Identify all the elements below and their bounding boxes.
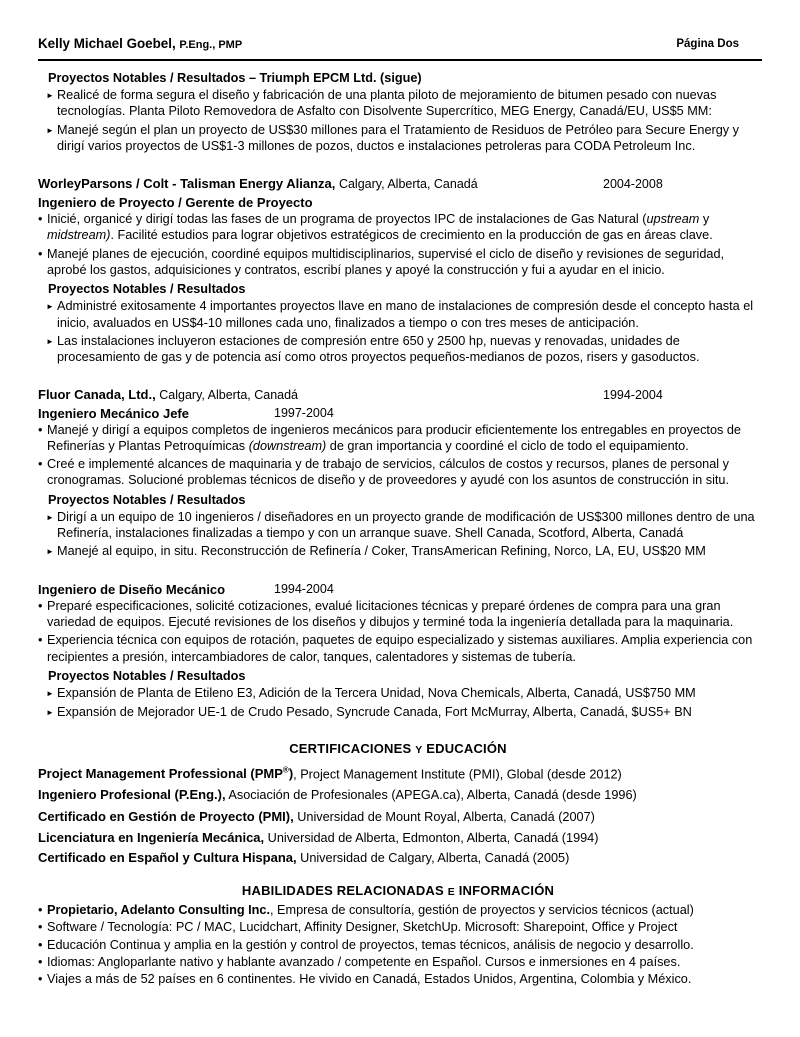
worley-role-line <box>38 176 758 194</box>
fluor-projects-heading-1: Proyectos Notables / Resultados <box>48 492 246 507</box>
list-item: • Idiomas: Angloparlante nativo y hablante avanzado / competente en Español. Cursos e inmersiones en 4 países. <box>38 954 758 971</box>
list-item: • Experiencia técnica con equipos de rotación, paquetes de equipo especializado y sistemas auxiliares. Amplia experiencia con recipientes a presión, intercambiadores de calor, tanques, calentadores y sistemas de tubería. <box>38 633 753 664</box>
fluor-job-title-1-dates: 1997-2004 <box>274 405 334 420</box>
degree-mechanical-engineering: Licenciatura en Ingeniería Mecánica, Universidad de Alberta, Edmonton, Alberta, Canadá (1994) <box>38 829 599 845</box>
list-item: • Creé e implementé alcances de maquinaria y de trabajo de servicios, cálculos de costos y recursos, planes de personal y cronogramas. Solucioné problemas técnicos de diseño y de proveedores y ayudé con los asuntos de construcción in situ. <box>38 457 729 488</box>
list-item: ► Expansión de Planta de Etileno E3, Adición de la Tercera Unidad, Nova Chemicals, Alberta, Canadá, US$750 MM <box>46 685 758 702</box>
fluor-role-line <box>38 387 758 405</box>
list-item: ► Las instalaciones incluyeron estaciones de compresión entre 650 y 2500 hp, nuevas y renovadas, unidades de procesamiento de gas y de potencia así como otros proyectos pequeños-medianos de pozos, risers y gasoductos. <box>46 333 700 365</box>
fluor-org: Fluor Canada, Ltd., <box>38 386 156 402</box>
credentials: P.Eng., PMP <box>179 39 243 51</box>
list-item: • Manejé planes de ejecución, coordiné equipos multidisciplinarios, supervisé el ciclo de diseño y revisiones de seguridad, aprobé los gastos, adquisiciones y contratos, escribí planes y apoyé la construcción y fui a ayudar en el inicio. <box>38 246 725 278</box>
triangle-bullet-icon: ► <box>46 91 54 100</box>
list-item: • Educación Continua y amplia en la gestión y control de proyectos, temas técnicos, análisis de negocio y desarrollo. <box>38 937 758 954</box>
list-item: ► Manejé según el plan un proyecto de US$30 millones para el Tratamiento de Residuos de Petróleo para Secure Energy y dirigí varios proyectos de US$1-3 millones de pozos, ductos e instalaciones petroleras para CODA Petroleum Inc. <box>46 122 740 153</box>
list-item: • Inicié, organicé y dirigí todas las fases de un programa de proyectos IPC de instalaciones de Gas Natural (upstream y midstream). Facilité estudios para lograr objetivos estratégicos de crecimiento en la producción de gas en áreas clave. <box>38 212 713 243</box>
list-item: • Preparé especificaciones, solicité cotizaciones, evalué licitaciones técnicas y preparé órdenes de compra para una gran variedad de equipos. Ejecuté revisiones de los diseños y dibujos y terminé toda la ingeniería detallada para la maquinaria. <box>38 598 734 629</box>
list-item: • Viajes a más de 52 países en 6 continentes. He vivido en Canadá, Estados Unidos, Argentina, Colombia y México. <box>38 971 758 988</box>
worley-org: WorleyParsons / Colt - Talisman Energy Alianza, <box>38 176 336 192</box>
fluor-projects-heading-2: Proyectos Notables / Resultados <box>48 668 246 683</box>
list-item: ► Realicé de forma segura el diseño y fabricación de una planta piloto de mejoramiento de bitumen pesado con nuevas tecnologías. Planta Piloto Removedora de Asfalto con Disolvente Supercrítico, MEG Energy, Canadá/EU, US$5 MM: <box>46 88 717 119</box>
list-item: ► Expansión de Mejorador UE-1 de Crudo Pesado, Syncrude Canada, Fort McMurray, Alberta, Canadá, $US5+ BN <box>46 704 758 721</box>
bullet-icon: • <box>38 212 43 227</box>
cert-project-management: Certificado en Gestión de Proyecto (PMI), Universidad de Mount Royal, Alberta, Canadá (2007) <box>38 809 595 825</box>
cert-pmp: Project Management Professional (PMP®), Project Management Institute (PMI), Global (desde 2012) <box>38 765 622 782</box>
list-item: • Propietario, Adelanto Consulting Inc., Empresa de consultoría, gestión de proyectos y servicios técnicos (actual) <box>38 902 758 919</box>
list-item: • Manejé y dirigí a equipos completos de ingenieros mecánicos para producir eficientemente los entregables en proyectos de Refinerías y Plantas Petroquímicas (downstream) de gran importancia y coordiné el ciclo de todo el equipamiento. <box>38 422 741 453</box>
page-label: Página Dos <box>676 38 739 50</box>
list-item: ► Dirigí a un equipo de 10 ingenieros / diseñadores en un proyecto grande de modificación de US$300 millones dentro de una Refinería, instalaciones finalizadas a tiempo y con un arranque suave. Shell Canada, Scotford, Alberta, Canadá <box>46 509 755 541</box>
fluor-location: Calgary, Alberta, Canadá <box>159 387 299 402</box>
triangle-bullet-icon: ► <box>46 302 54 312</box>
worley-dates: 2004-2008 <box>603 177 663 192</box>
list-item: ► Manejé al equipo, in situ. Reconstrucción de Refinería / Coker, TransAmerican Refining, Norco, LA, EU, US$20 MM <box>46 543 758 560</box>
fluor-job-title-2: Ingeniero de Diseño Mecánico 1994-2004 <box>38 581 334 597</box>
list-item: • Software / Tecnología: PC / MAC, Lucidchart, Affinity Designer, SketchUp. Microsoft: Sharepoint, Office y Project <box>38 919 758 936</box>
cert-spanish: Certificado en Español y Cultura Hispana, Universidad de Calgary, Alberta, Canadá (2005) <box>38 850 570 866</box>
triangle-bullet-icon: ► <box>46 512 54 522</box>
triangle-bullet-icon: ► <box>46 547 54 557</box>
bullet-icon: • <box>38 633 43 648</box>
resume-name: Kelly Michael Goebel, P.Eng., PMP <box>38 36 243 51</box>
bullet-icon: • <box>38 972 43 987</box>
page-header <box>38 36 762 60</box>
bullet-icon: • <box>38 955 43 970</box>
fluor-job-title-1: Ingeniero Mecánico Jefe 1997-2004 <box>38 405 334 421</box>
triumph-projects-heading: Proyectos Notables / Resultados – Triumph EPCM Ltd. (sigue) <box>48 71 422 85</box>
bullet-icon: • <box>38 422 43 437</box>
resume-body <box>38 62 758 989</box>
bullet-icon: • <box>38 920 43 935</box>
fluor-job-title-2-dates: 1994-2004 <box>274 581 334 596</box>
skills-heading: HABILIDADES RELACIONADAS E INFORMACIÓN <box>241 882 555 898</box>
list-item: ► Administré exitosamente 4 importantes proyectos llave en mano de instalaciones de compresión desde el concepto hasta el inicio, avaluados en US$4-10 millones cada uno, finalizados a tiempo o con tres meses de anticipación. <box>46 299 754 330</box>
triangle-bullet-icon: ► <box>46 688 54 698</box>
header-rule <box>38 59 762 61</box>
worley-job-title: Ingeniero de Proyecto / Gerente de Proyecto <box>38 195 313 211</box>
worley-projects-heading: Proyectos Notables / Resultados <box>48 282 246 297</box>
bullet-icon: • <box>38 902 43 917</box>
fluor-dates: 1994-2004 <box>603 387 663 402</box>
bullet-icon: • <box>38 246 43 261</box>
triangle-bullet-icon: ► <box>46 125 54 135</box>
certifications-heading: CERTIFICACIONES Y EDUCACIÓN <box>289 741 507 757</box>
bullet-icon: • <box>38 598 43 613</box>
triangle-bullet-icon: ► <box>46 708 54 718</box>
cert-peng: Ingeniero Profesional (P.Eng.), Asociación de Profesionales (APEGA.ca), Alberta, Canadá (desde 1996) <box>38 786 637 802</box>
bullet-icon: • <box>38 457 43 472</box>
triangle-bullet-icon: ► <box>46 336 54 346</box>
bullet-icon: • <box>38 937 43 952</box>
worley-location: Calgary, Alberta, Canadá <box>338 177 478 192</box>
